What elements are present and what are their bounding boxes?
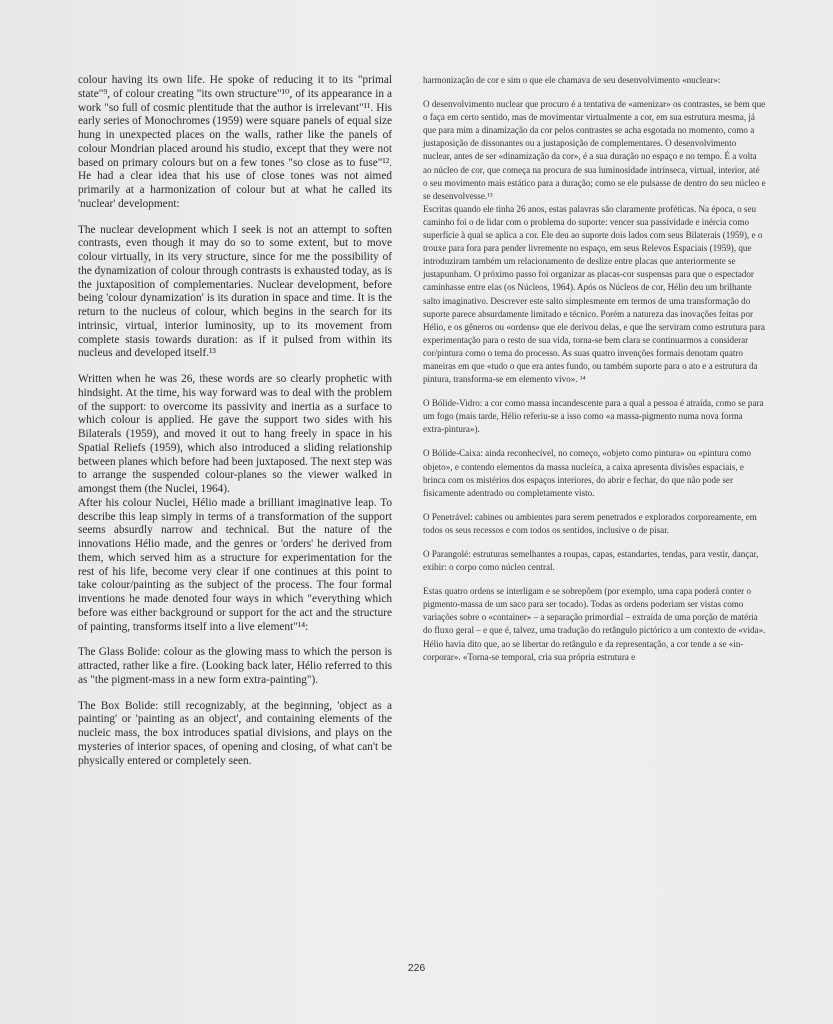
en-paragraph-box-bolide: The Box Bolide: still recognizably, at the beginning, 'object as a painting' or 'painting as an object', and containing elements of the nucleic mass, the box introduces spatial divisions, and plays on the mysteries of interior spaces, of opening and closing, of what can't be physically entered or completely seen.	[78, 699, 392, 767]
en-paragraph-glass-bolide: The Glass Bolide: colour as the glowing mass to which the person is attracted, rather like a fire. (Looking back later, Hélio referred to this as "the pigment-mass in a new form extra-painting").	[78, 646, 392, 686]
portuguese-column	[423, 74, 766, 664]
english-column	[78, 74, 392, 768]
pt-paragraph-parangole: O Parangolé: estruturas semelhantes a roupas, capas, estandartes, tendas, para vestir, dançar, exibir: o corpo como núcleo central.	[423, 549, 759, 573]
pt-quote-block: O desenvolvimento nuclear que procuro é a tentativa de «amenizar» os contrastes, se bem que o faça em certo sentido, mas de movimentar virtualmente a cor, em sua estrutura mesma, já que para mim a dinamização da cor pelos contrastes se acha esgotada no momento, como a justaposição de dissonantes ou a justaposição de complementares. O desenvolvimento nuclear, antes de ser «dinamização da cor», é a sua duração no espaço e no tempo. É a volta ao núcleo de cor, que começa na procura de sua luminosidade intrínseca, virtual, interior, até o seu movimento mais estático para a duração; como se ele pulsasse de dentro do seu núcleo e se desenvolvesse.¹³	[423, 99, 766, 201]
pt-paragraph-1: harmonização de cor e sim o que ele chamava de seu desenvolvimento «nuclear»:	[423, 75, 721, 85]
pt-paragraph-penetravel: O Penetrável: cabines ou ambientes para serem penetrados e explorados corporeamente, em todos os seus recessos e com todos os sentidos, inclusive o de pisar.	[423, 511, 757, 535]
en-quote-block: The nuclear development which I seek is not an attempt to soften contrasts, even though it may do so to some extent, but to move colour virtually, in its very structure, since for me the possibility of the dynamization of colour through contrasts is exhausted today, as is the juxtaposition of complementaries. Nuclear development, before being 'colour dynamization' is its duration in space and time. It is the return to the nucleus of colour, which begins in the search for its intrinsic, virtual, interior luminosity, up to its movement from complete stasis towards duration: as if it pulsed from within its nucleus and developed itself.¹³	[78, 223, 392, 360]
page-number: 226	[407, 962, 426, 974]
pt-paragraph-bolide-vidro: O Bólide-Vidro: a cor como massa incandescente para a qual a pessoa é atraída, como se para um fogo (mais tarde, Hélio referiu-se a isso como «a massa-pigmento numa nova forma extra-pintura»).	[423, 398, 764, 435]
pt-paragraph-4: Estas quatro ordens se interligam e se sobrepõem (por exemplo, uma capa poderá conter o pigmento-massa de um saco para ser tocado). Todas as ordens poderiam ser vistas como variações sobre o «container» – a separação primordial – extraída de uma porção de matéria do fluxo geral – e que é, talvez, uma tradução do retângulo pictórico a um contexto de «vida». Hélio havia dito que, ao se libertar do retângulo e da representação, a cor tende a se «in-corporar». «Torna-se temporal, cria sua própria estrutura e	[423, 586, 766, 662]
pt-paragraph-2: Escritas quando ele tinha 26 anos, estas palavras são claramente proféticas. Na época, o seu caminho foi o de lidar com o problema do suporte: vencer sua passividade e inércia como superfície à qual se aplica a cor. Ele deu ao suporte dois lados com seus Bilaterais (1959), e o trouxe para fora para pender livremente no espaço, em seus Relevos Espaciais (1959), que introduziram também um relacionamento de deslize entre placas que anteriormente se justapunham. O próximo passo foi organizar as placas-cor suspensas para que o espectador caminhasse entre elas (os Núcleos, 1964). Após os Núcleos de cor, Hélio deu um brilhante salto imaginativo. Descrever este salto simplesmente em termos de uma transformação do suporte parece absurdamente limitado e técnico. Porém a natureza das inovações feitas por Hélio, e os gêneros ou «ordens» que ele derivou delas, e que lhe serviram como estrutura para experimentação para o resto de sua vida, torna-se bem clara se continuarmos a considerar cor/pintura como o tema do processo. As suas quatro invenções formais denotam quatro maneiras em que «tudo o que era antes fundo, ou também suporte para o ato e a estrutura da pintura, transforma-se em elemento vivo». ¹⁴	[423, 203, 765, 385]
en-paragraph-2: Written when he was 26, these words are so clearly prophetic with hindsight. At the time, his way forward was to deal with the problem of the support: to overcome its passivity and inertia as a surface to which colour is applied. He gave the support two sides with his Bilaterals (1959), and moved it out to hang freely in space in his Spatial Reliefs (1959), which also introduced a sliding relationship between planes which before had been juxtaposed. The next step was to arrange the suspended colour-planes so the viewer walked in amongst them (the Nuclei, 1964).	[78, 373, 392, 495]
en-paragraph-3: After his colour Nuclei, Hélio made a brilliant imaginative leap. To describe this leap simply in terms of a transformation of the support seems absurdly narrow and technical. But the nature of the innovations Hélio made, and the genres or 'orders' he derived from them, which served him as a structure for experimentation for the rest of his life, become very clear if one continues at this point to take colour/painting as the subject of the process. The four formal inventions he made denoted four ways in which "everything which before was either background or support for the act and the structure of painting, transforms itself into a live element"¹⁴:	[78, 496, 392, 633]
en-paragraph-1: colour having its own life. He spoke of reducing it to its "primal state"⁹, of colour creating "its own structure"¹⁰, of its appearance in a work "so full of cosmic plentitude that the author is irrelevant"¹¹. His early series of Monochromes (1959) were square panels of equal size hung in unexpected places on the walls, rather like the panels of colour Mondrian placed around his studio, except that they were not based on primary colours but on a few tones "so close as to fuse"¹². He had a clear idea that his use of close tones was not aimed primarily at a harmonization of colour but at what he called its 'nuclear' development:	[78, 74, 392, 210]
pt-paragraph-bolide-caixa: O Bólide-Caixa: ainda reconhecível, no começo, «objeto como pintura» ou «pintura como objeto», e contendo elementos da massa nucleíca, a caixa apresenta divisões espaciais, e brinca com os mistérios dos espaços interiores, do abrir e fechar, do que não pode ser fisicamente adentrado ou completamente visto.	[423, 448, 752, 498]
